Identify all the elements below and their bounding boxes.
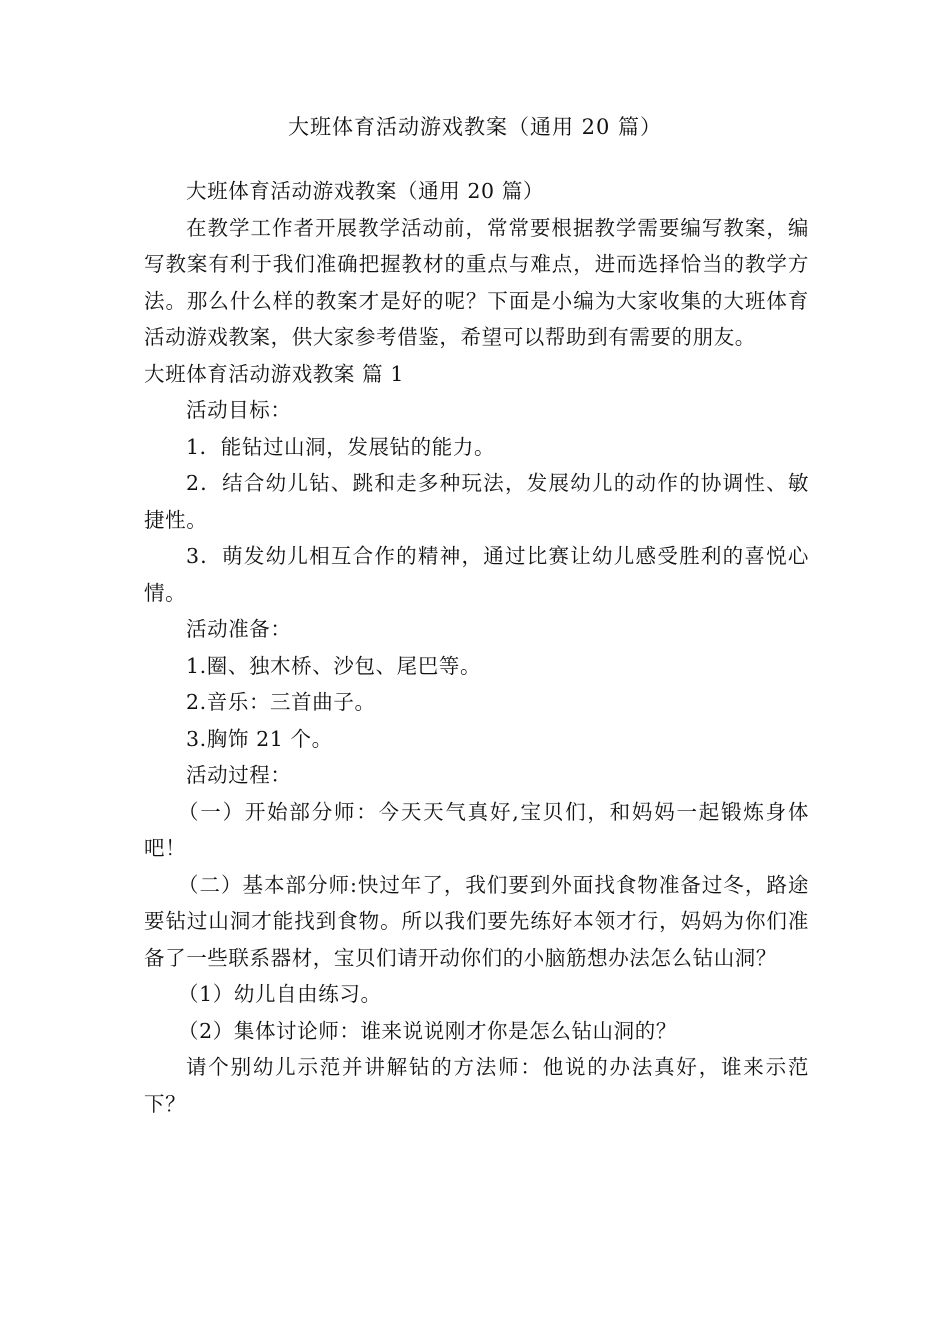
section-heading: 大班体育活动游戏教案 篇 1 bbox=[144, 361, 404, 386]
document-title: 大班体育活动游戏教案（通用 20 篇） bbox=[287, 115, 663, 139]
process-step: 请个别幼儿示范并讲解钻的方法师：他说的办法真好，谁来示范下？ bbox=[144, 1055, 809, 1116]
goal-item: 2．结合幼儿钻、跳和走多种玩法，发展幼儿的动作的协调性、敏捷性。 bbox=[144, 471, 809, 532]
process-step: （二）基本部分师:快过年了，我们要到外面找食物准备过冬，路途要钻过山洞才能找到食物。所以我们要先练好本领才行，妈妈为你们准备了一些联系器材，宝贝们请开动你们的小脑筋想办法怎么钻山洞？ bbox=[144, 872, 809, 970]
process-step: （1）幼儿自由练习。 bbox=[178, 982, 382, 1006]
goal-item: 1．能钻过山洞，发展钻的能力。 bbox=[186, 434, 496, 459]
preparation-item: 3.胸饰 21 个。 bbox=[186, 726, 333, 751]
document-body bbox=[144, 173, 809, 1122]
preparation-item: 2.音乐：三首曲子。 bbox=[186, 690, 376, 714]
goal-item: 3．萌发幼儿相互合作的精神，通过比赛让幼儿感受胜利的喜悦心情。 bbox=[144, 544, 809, 605]
goals-heading: 活动目标： bbox=[186, 398, 292, 422]
preparation-heading: 活动准备： bbox=[186, 617, 292, 641]
process-heading: 活动过程： bbox=[186, 763, 292, 787]
process-step: （2）集体讨论师：谁来说说刚才你是怎么钻山洞的？ bbox=[178, 1018, 677, 1043]
subtitle-paragraph: 大班体育活动游戏教案（通用 20 篇） bbox=[186, 179, 545, 203]
intro-paragraph: 在教学工作者开展教学活动前，常常要根据教学需要编写教案，编写教案有利于我们准确把握教材的重点与难点，进而选择恰当的教学方法。那么什么样的教案才是好的呢？下面是小编为大家收集的大班体育活动游戏教案，供大家参考借鉴，希望可以帮助到有需要的朋友。 bbox=[144, 215, 809, 349]
preparation-item: 1.圈、独木桥、沙包、尾巴等。 bbox=[186, 653, 482, 678]
process-step: （一）开始部分师：今天天气真好,宝贝们，和妈妈一起锻炼身体吧！ bbox=[144, 799, 809, 860]
